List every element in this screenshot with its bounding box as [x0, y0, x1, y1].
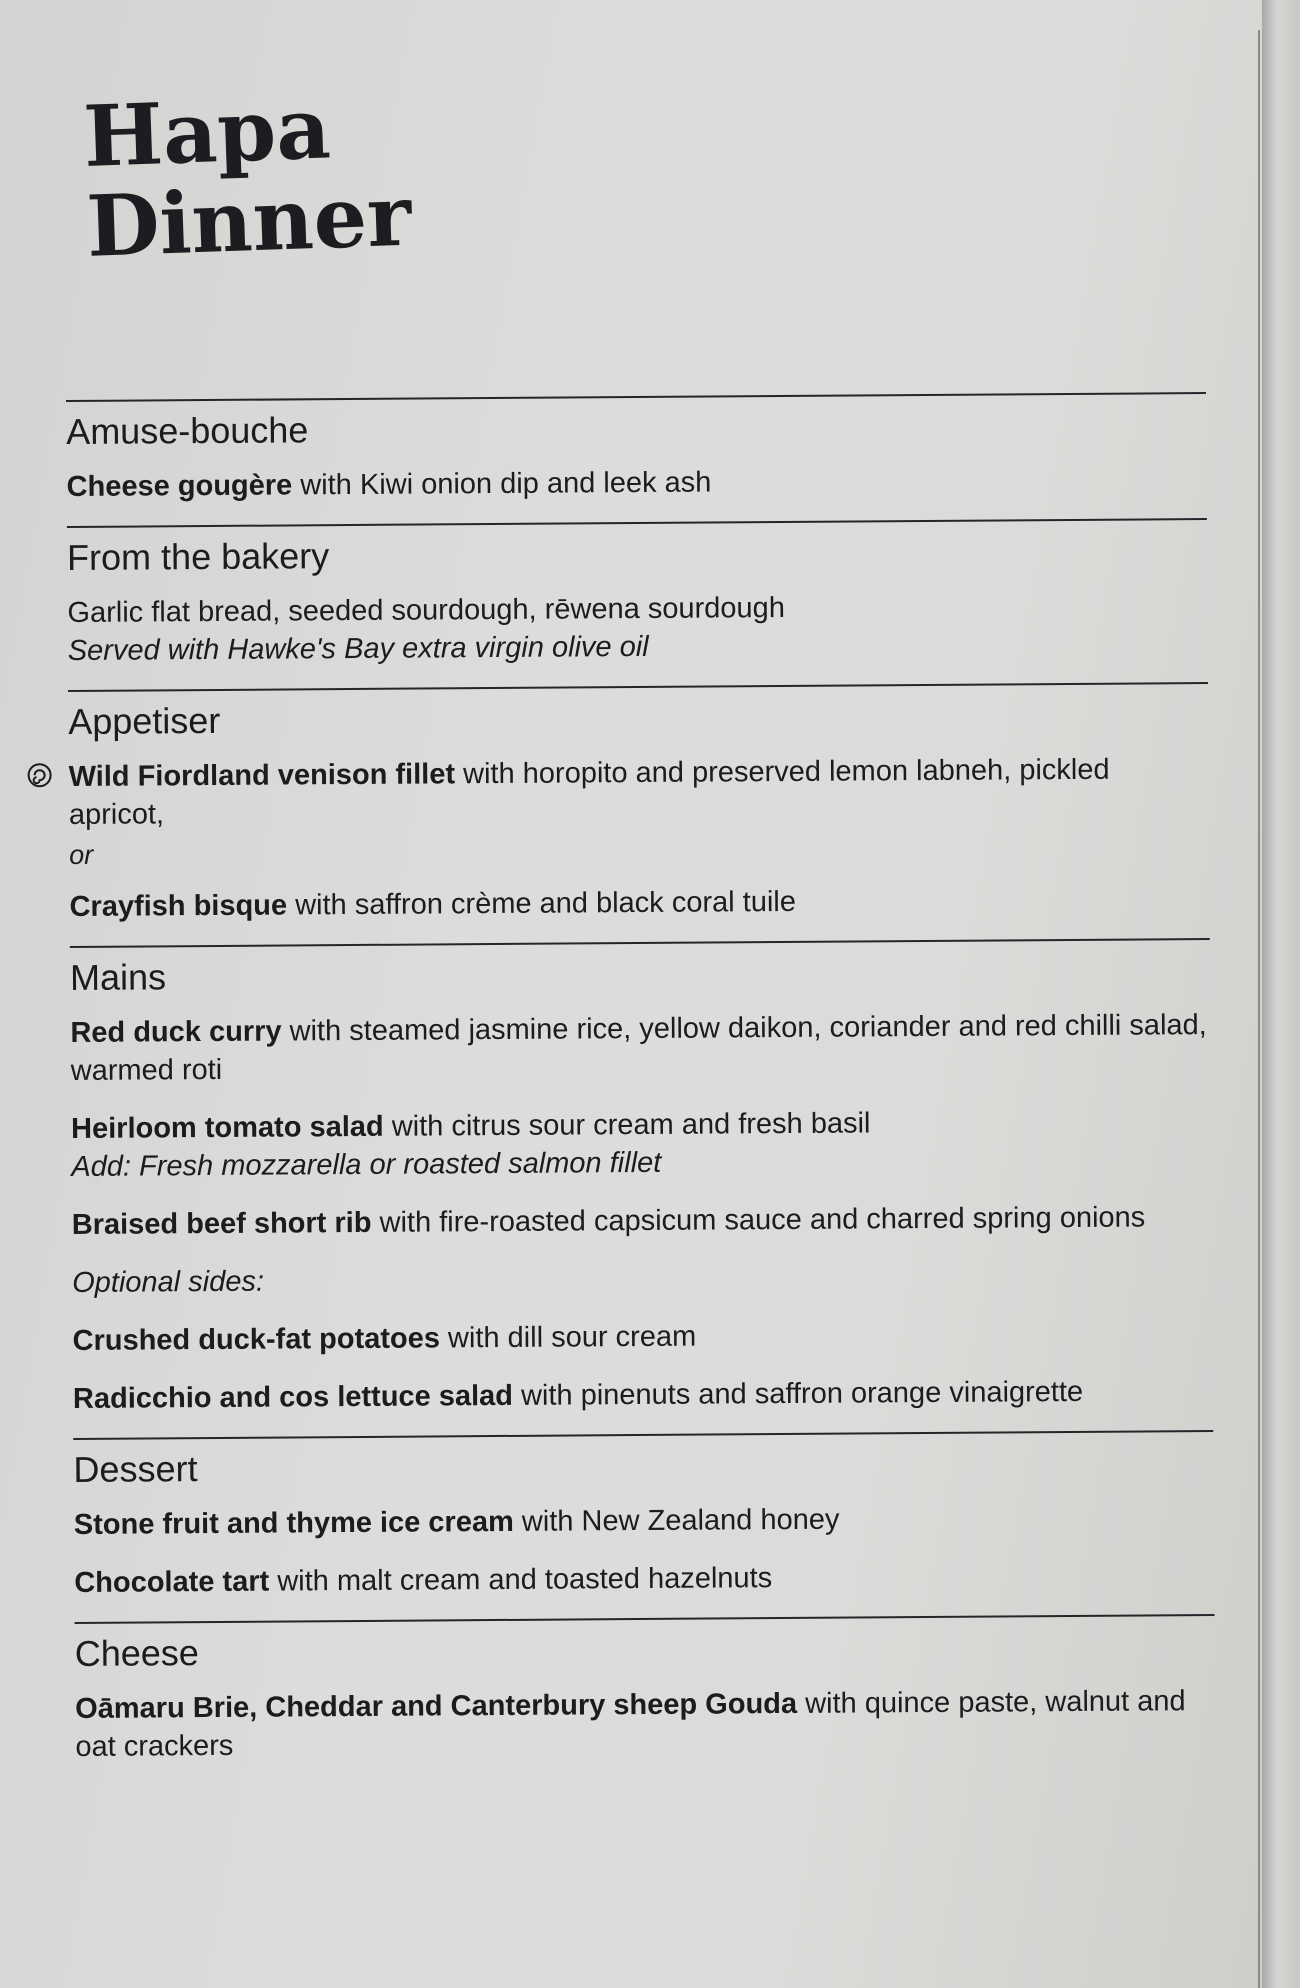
dish-description: with saffron crème and black coral tuile — [286, 885, 797, 922]
dish-name: Radicchio and cos lettuce salad — [72, 1379, 514, 1415]
section-divider — [75, 1614, 1215, 1624]
dish-name: Oāmaru Brie, Cheddar and Canterbury sheep Gouda — [75, 1687, 798, 1725]
dish-name: Crushed duck-fat potatoes — [72, 1322, 441, 1357]
menu-item — [74, 1556, 1214, 1602]
book-spine — [1262, 0, 1300, 1988]
dish-name: Crayfish bisque — [69, 889, 288, 923]
or-label: or — [69, 839, 94, 870]
menu-item — [69, 880, 1209, 926]
dish-description: with Kiwi onion dip and leek ash — [292, 466, 712, 502]
section-amuse-bouche — [66, 392, 1207, 506]
dish-note: Add: Fresh mozzarella or roasted salmon fillet — [71, 1146, 662, 1183]
menu-item — [68, 750, 1209, 834]
dish-note: Served with Hawke's Bay extra virgin olive oil — [67, 630, 649, 667]
dish-name: Stone fruit and thyme ice cream — [73, 1505, 514, 1541]
section-appetiser — [68, 682, 1210, 926]
dish-description: with quince paste, walnut and oat crackers — [75, 1685, 1186, 1763]
menu-item — [74, 1498, 1214, 1544]
menu-item — [67, 586, 1208, 670]
section-title: Cheese — [74, 1632, 199, 1674]
dish-name: Red duck curry — [70, 1015, 282, 1049]
section-title: Mains — [69, 956, 167, 998]
section-divider — [67, 518, 1207, 528]
swirl-icon — [27, 762, 53, 788]
dish-name: Cheese gougère — [66, 469, 293, 503]
section-divider — [68, 682, 1208, 692]
section-title: Appetiser — [68, 699, 221, 742]
dish-description: with citrus sour cream and fresh basil — [383, 1107, 871, 1143]
side-item — [72, 1314, 1212, 1360]
dish-name: Heirloom tomato salad — [70, 1110, 384, 1145]
dish-description: with pinenuts and saffron orange vinaigrette — [512, 1375, 1084, 1412]
dish-name: Wild Fiordland venison fillet — [68, 758, 456, 793]
dish-description: with horopito and preserved lemon labneh, pickled apricot, — [68, 753, 1110, 831]
section-divider — [70, 938, 1210, 948]
section-title: From the bakery — [66, 535, 330, 578]
optional-sides-label: Optional sides: — [72, 1265, 265, 1299]
menu-title-line2: Dinner — [84, 165, 413, 276]
section-bakery — [67, 518, 1208, 670]
dish-description: with steamed jasmine rice, yellow daikon, coriander and red chilli salad, warmed roti — [70, 1009, 1207, 1087]
dish-description: Garlic flat bread, seeded sourdough, rēwena sourdough — [67, 591, 786, 629]
dish-name: Braised beef short rib — [71, 1206, 372, 1241]
dish-name: Chocolate tart — [74, 1565, 270, 1599]
menu-item — [72, 1198, 1212, 1244]
menu-body — [66, 392, 1216, 1786]
section-mains — [70, 938, 1213, 1418]
page-fold — [1258, 30, 1260, 1988]
menu-title-line1: Hapa — [81, 78, 333, 186]
dish-description: with malt cream and toasted hazelnuts — [269, 1562, 773, 1598]
side-item — [73, 1372, 1213, 1418]
menu-item — [70, 1006, 1211, 1090]
section-title: Dessert — [73, 1448, 198, 1490]
menu-item — [66, 460, 1206, 506]
menu-item — [71, 1102, 1212, 1186]
section-dessert — [73, 1430, 1214, 1602]
menu-title — [81, 78, 413, 276]
menu-item — [75, 1682, 1216, 1766]
dish-description: with dill sour cream — [439, 1320, 697, 1355]
section-cheese — [75, 1614, 1216, 1766]
dish-description: with fire-roasted capsicum sauce and charred spring onions — [371, 1201, 1146, 1239]
section-divider — [73, 1430, 1213, 1440]
dish-description: with New Zealand honey — [513, 1503, 840, 1538]
section-title: Amuse-bouche — [66, 409, 309, 452]
